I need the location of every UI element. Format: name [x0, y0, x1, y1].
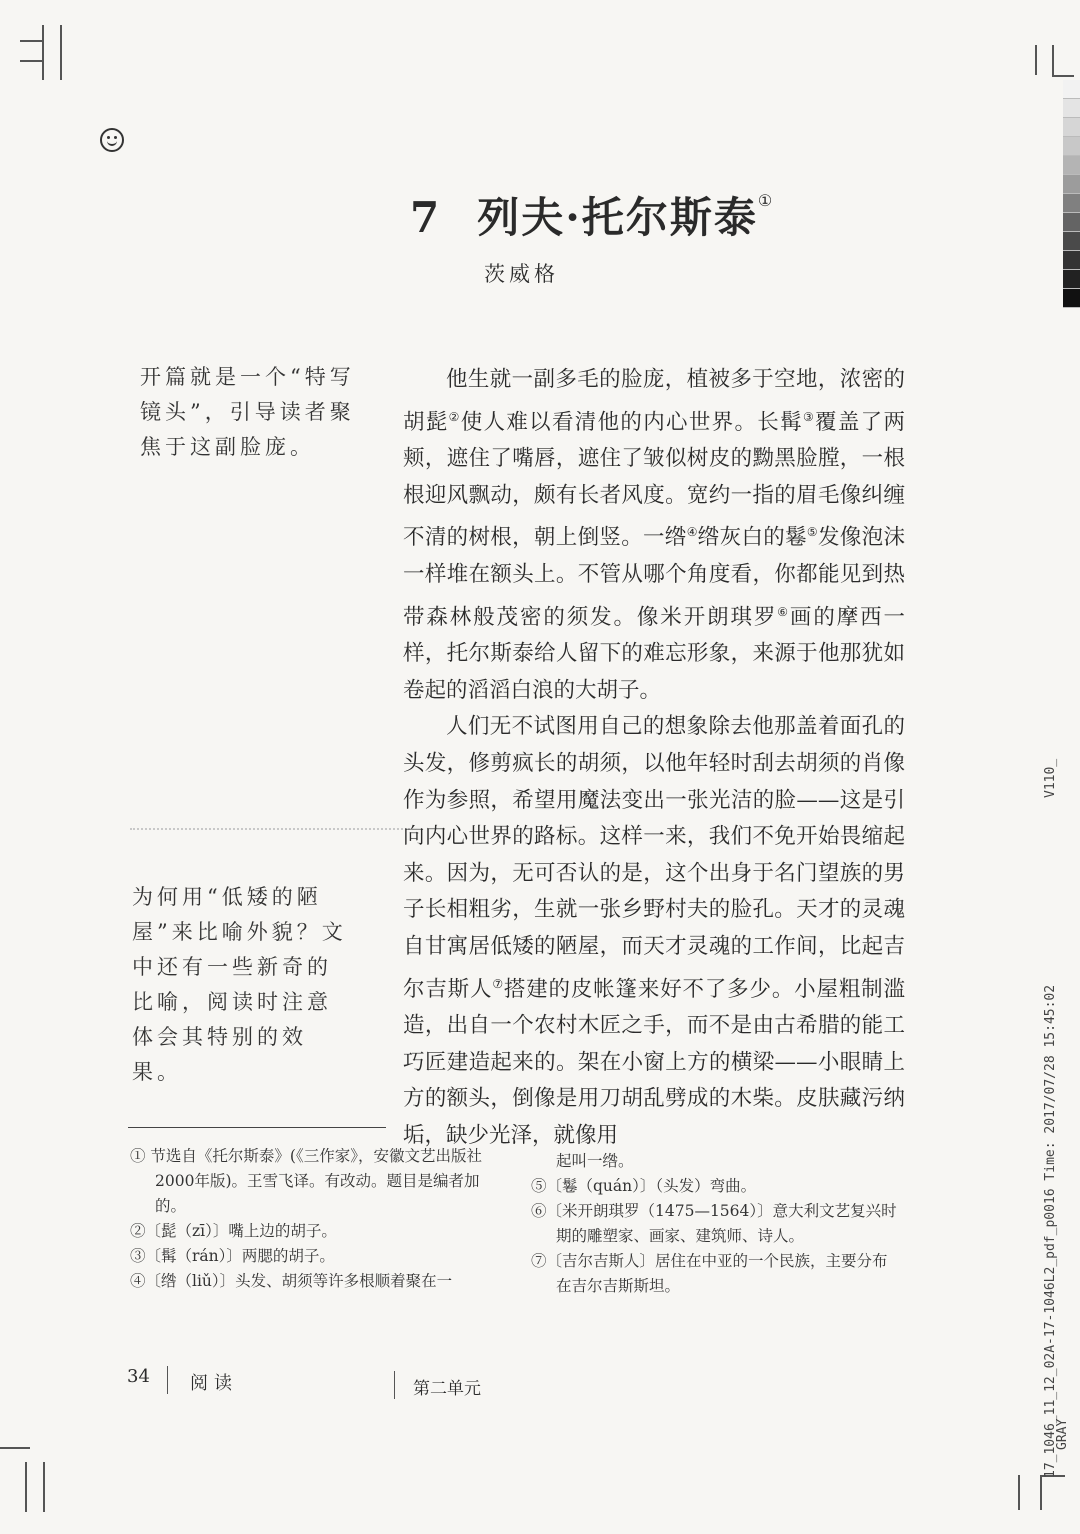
footnote-mark: ⑤ [806, 525, 819, 540]
text-run: 发像泡沫一样堆在额头上。不管从哪个角度看，你都能见到热带森林般茂密的须发。像米开朗琪罗 [403, 525, 905, 630]
grayscale-strip [1063, 80, 1080, 295]
footnote: ⑤〔鬈（quán）〕（头发）弯曲。 [531, 1177, 757, 1195]
paragraph [403, 362, 905, 709]
page-number: 34 [127, 1366, 150, 1387]
text-run: 绺灰白的鬈 [697, 525, 807, 551]
crop-mark [1018, 1475, 1020, 1510]
footer-divider [394, 1371, 395, 1399]
crop-mark [20, 60, 42, 62]
crop-mark [25, 1462, 27, 1512]
lesson-title [410, 185, 774, 245]
side-note: 为何用“低矮的陋屋”来比喻外貌？文中还有一些新奇的比喻，阅读时注意体会其特别的效果。 [132, 885, 347, 1084]
print-code: V110_ [1043, 758, 1058, 798]
footnote-rule [128, 1127, 386, 1128]
crop-mark [60, 25, 62, 80]
text-run: 覆盖了两颊，遮住了嘴唇，遮住了皱似树皮的黝黑脸膛，一根根迎风飘动，颇有长者风度。宽约一指的眉毛像纠缠不清的树根，朝上倒竖。一绺 [403, 409, 905, 551]
footnote-mark: ③ [802, 409, 816, 424]
title-text: 列夫·托尔斯泰 [477, 193, 758, 242]
crop-mark [0, 1447, 30, 1449]
footer-divider [167, 1366, 168, 1394]
footer-unit: 第二单元 [413, 1379, 481, 1399]
text-run: 画的摩西一样，托尔斯泰给人留下的难忘形象，来源于他那犹如卷起的滔滔白浪的大胡子。 [403, 604, 905, 703]
paragraph [403, 709, 905, 1154]
text-run: 人们无不试图用自己的想象除去他那盖着面孔的头发，修剪疯长的胡须，以他年轻时刮去胡须的肖像作为参照，希望用魔法变出一张光洁的脸——这是引向内心世界的路标。这样一来，我们不免开始畏缩起来。因为，无可否认的是，这个出身于名门望族的男子长相粗劣，生就一张乡野村夫的脸孔。天才的灵魂自甘寓居低矮的陋屋，而天才灵魂的工作间，比起吉尔吉斯人 [403, 714, 905, 1002]
footnote-continuation: 起叫一绺。 [556, 1152, 634, 1170]
footnote: ⑥〔米开朗琪罗（1475—1564）〕意大利文艺复兴时期的雕塑家、画家、建筑师、诗人。 [531, 1202, 897, 1245]
crop-mark [1040, 1475, 1042, 1510]
crop-mark [42, 25, 44, 80]
side-note: 开篇就是一个“特写镜头”，引导读者聚焦于这副脸庞。 [140, 365, 355, 459]
footnotes-right [531, 1149, 901, 1299]
footnote: ⑦〔吉尔吉斯人〕居住在中亚的一个民族，主要分布在吉尔吉斯斯坦。 [531, 1252, 888, 1295]
footnote: ① 节选自《托尔斯泰》(《三作家》，安徽文艺出版社2000年版)。王雪飞译。有改动。题目是编者加的。 [130, 1147, 482, 1215]
text-run: 使人难以看清他的内心世界。长髯 [460, 409, 803, 435]
footnote: ②〔髭（zī）〕嘴上边的胡子。 [130, 1222, 337, 1240]
text-run: 搭建的皮帐篷来好不了多少。小屋粗制滥造，出自一个农村木匠之手，而不是由古希腊的能工巧匠建造起来的。架在小窗上方的横梁——小眼睛上方的额头，倒像是用刀胡乱劈成的木柴。皮肤藏污纳垢，缺少光泽，就像用 [403, 976, 905, 1148]
title-footnote-mark: ① [757, 191, 775, 210]
dotted-divider [130, 828, 410, 830]
author: 茨威格 [484, 262, 559, 286]
crop-mark [1052, 75, 1074, 77]
main-text [403, 362, 905, 1154]
footer-section-left: 阅读 [190, 1373, 238, 1394]
print-gray-label: GRAY [1055, 1418, 1070, 1450]
crop-mark [20, 40, 42, 42]
crop-mark [1035, 45, 1037, 75]
footnote: ③〔髯（rán）〕两腮的胡子。 [130, 1247, 335, 1265]
footnote: ④〔绺（liǔ）〕头发、胡须等许多根顺着聚在一 [130, 1272, 453, 1290]
crop-mark [43, 1462, 45, 1512]
footnote-mark: ⑦ [492, 976, 504, 991]
footnotes-left [130, 1144, 495, 1294]
footnote-mark: ⑥ [777, 604, 790, 619]
lesson-number: 7 [410, 193, 442, 242]
text-run: 他生就一副多毛的脸庞，植被多于空地，浓密的胡髭 [403, 367, 905, 435]
smiley-face-icon [100, 128, 124, 152]
crop-mark [1052, 45, 1054, 75]
print-info: 17_1046_11_12_02A-17-1046L2_pdf_p0016 Time: 2017/07/28 15:45:02 [1043, 984, 1058, 1478]
footnote-mark: ④ [686, 525, 698, 540]
footnote-mark: ② [448, 409, 461, 424]
